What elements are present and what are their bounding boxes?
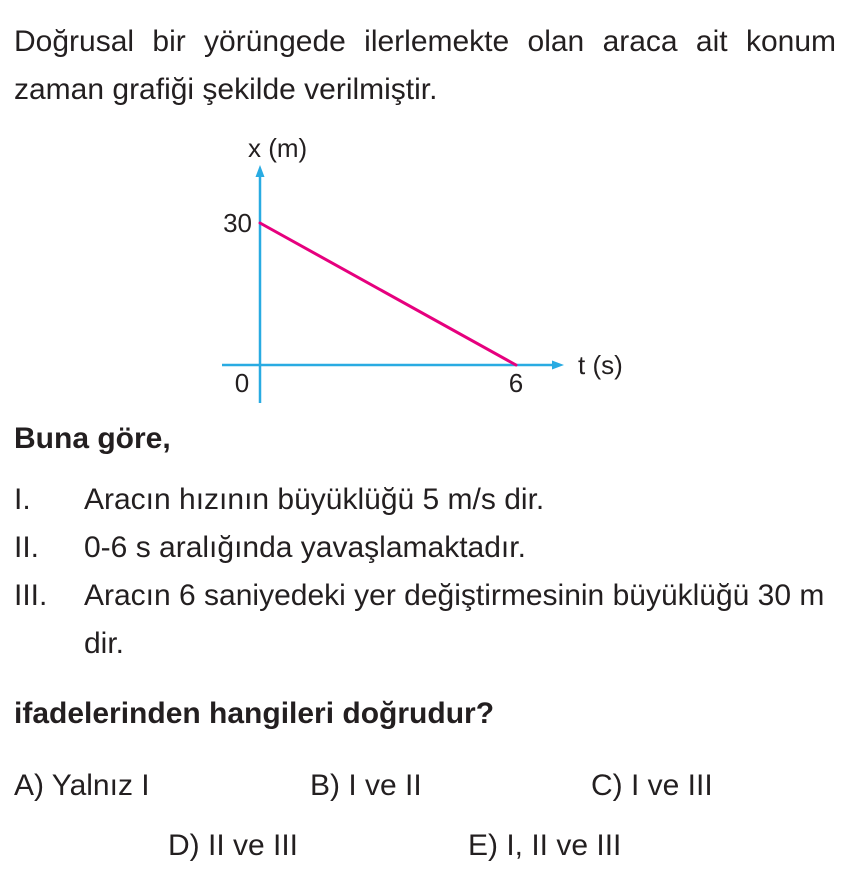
choice-e[interactable]: E) I, II ve III — [468, 829, 622, 862]
y-axis — [256, 165, 265, 403]
choice-d[interactable]: D) II ve III — [168, 829, 299, 862]
x-tick-label-6: 6 — [508, 368, 524, 398]
statement-text: Aracın hızının büyüklüğü 5 m/s dir. — [84, 483, 545, 516]
statement-item — [14, 524, 844, 572]
choice-a[interactable]: A) Yalnız I — [14, 769, 150, 802]
choice-c[interactable]: C) I ve III — [591, 769, 713, 802]
y-axis-label: x (m) — [248, 133, 308, 163]
statement-text: Aracın 6 saniyedeki yer değiştirmesinin büyüklüğü 30 m dir. — [84, 579, 825, 660]
position-time-graph — [200, 125, 660, 415]
statement-number: I. — [14, 483, 31, 516]
series-layer — [260, 223, 516, 365]
statement-item — [14, 476, 844, 524]
statement-text: 0-6 s aralığında yavaşlamaktadır. — [84, 531, 526, 564]
x-tick-label-0: 0 — [234, 368, 250, 398]
question-lead: Buna göre, — [14, 422, 171, 455]
question-prompt: ifadelerinden hangileri doğrudur? — [14, 697, 495, 730]
statement-list — [14, 476, 844, 668]
statement-number: III. — [14, 579, 48, 612]
question-intro: Doğrusal bir yörüngede ilerlemekte olan araca ait konum zaman grafiği şekilde verilmiştir. — [14, 25, 836, 106]
x-axis-arrowhead — [552, 361, 564, 370]
statement-number: II. — [14, 531, 40, 564]
choice-b[interactable]: B) I ve II — [310, 769, 422, 802]
statement-item — [14, 572, 844, 668]
x-axis-label: t (s) — [578, 350, 623, 380]
y-axis-arrowhead — [256, 165, 265, 177]
y-tick-label-30: 30 — [223, 208, 252, 238]
series-line — [260, 223, 516, 365]
